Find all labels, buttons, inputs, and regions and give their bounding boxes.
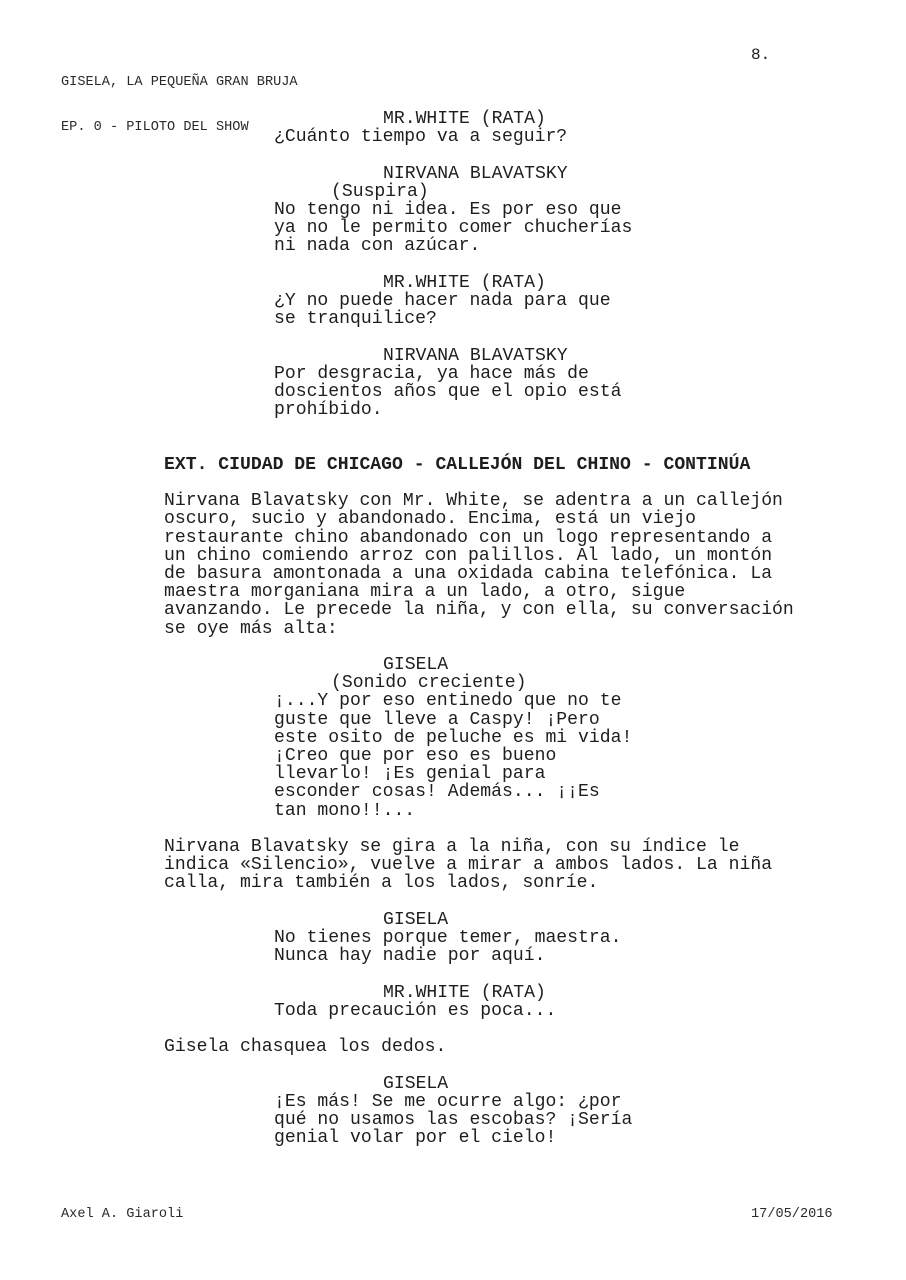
dialogue-text: ¡Es más! Se me ocurre algo: ¿por qué no usamos las escobas? ¡Sería genial volar por el cielo! — [274, 1091, 633, 1149]
action-block — [0, 492, 906, 638]
parenthetical: (Sonido creciente) — [331, 673, 527, 694]
episode-line: EP. 0 - PILOTO DEL SHOW — [61, 120, 249, 135]
character-name: NIRVANA BLAVATSKY — [383, 163, 568, 184]
character-name: MR.WHITE (RATA) — [383, 982, 546, 1003]
parenthetical: (Suspira) — [331, 181, 429, 202]
character-name: GISELA — [383, 1073, 449, 1094]
character-name: NIRVANA BLAVATSKY — [383, 345, 568, 366]
page-number: 8. — [751, 46, 771, 64]
dialogue-text: ¿Cuánto tiempo va a seguir? — [274, 127, 568, 148]
dialogue-block — [0, 110, 906, 146]
dialogue-block — [0, 274, 906, 329]
dialogue-text: ¡...Y por eso entinedo que no te guste que lleve a Caspy! ¡Pero este osito de peluche es mi vida! ¡Creo que por eso es bueno llevarlo! ¡Es genial para esconder cosas! Además... ¡¡Es tan mono!!... — [274, 691, 633, 821]
dialogue-text: No tienes porque temer, maestra. Nunca hay nadie por aquí. — [274, 928, 622, 967]
dialogue-block — [0, 656, 906, 820]
character-name: MR.WHITE (RATA) — [383, 109, 546, 129]
script-body — [0, 110, 906, 1147]
show-title: GISELA, LA PEQUEÑA GRAN BRUJA — [61, 75, 298, 90]
action-block — [0, 1038, 906, 1056]
dialogue-text: ¿Y no puede hacer nada para que se tranquilice? — [274, 291, 611, 330]
character-name: GISELA — [383, 655, 449, 675]
dialogue-block — [0, 1075, 906, 1148]
character-name: MR.WHITE (RATA) — [383, 272, 546, 293]
action-text: Nirvana Blavatsky se gira a la niña, con su índice le indica «Silencio», vuelve a mirar a ambos lados. La niña calla, mira también a los lados, sonríe. — [164, 837, 773, 894]
author-name: Axel A. Giaroli — [61, 1207, 184, 1222]
scene-heading-block — [0, 456, 906, 474]
scene-heading: EXT. CIUDAD DE CHICAGO - CALLEJÓN DEL CHINO - CONTINÚA — [164, 454, 751, 475]
action-block — [0, 838, 906, 893]
revision-date: 17/05/2016 — [751, 1207, 833, 1222]
dialogue-text: Por desgracia, ya hace más de doscientos años que el opio está prohíbido. — [274, 363, 622, 421]
dialogue-text: No tengo ni idea. Es por eso que ya no le permito comer chucherías ni nada con azúcar. — [274, 200, 633, 257]
dialogue-block — [0, 984, 906, 1020]
dialogue-block — [0, 347, 906, 420]
action-text: Gisela chasquea los dedos. — [164, 1037, 447, 1058]
character-name: GISELA — [383, 909, 449, 930]
dialogue-block — [0, 165, 906, 256]
action-text: Nirvana Blavatsky con Mr. White, se adentra a un callejón oscuro, sucio y abandonado. Encima, está un viejo restaurante chino abandonado con un logo representando a un chino comiendo arroz con palillos. Al lado, un montón de basura amontonada a una oxidada cabina telefónica. La maestra morganiana mira a un lado, a otro, sigue avanzando. Le precede la niña, y con ella, su conversación se oye más alta: — [164, 491, 794, 639]
dialogue-block — [0, 911, 906, 966]
dialogue-text: Toda precaución es poca... — [274, 1000, 557, 1021]
